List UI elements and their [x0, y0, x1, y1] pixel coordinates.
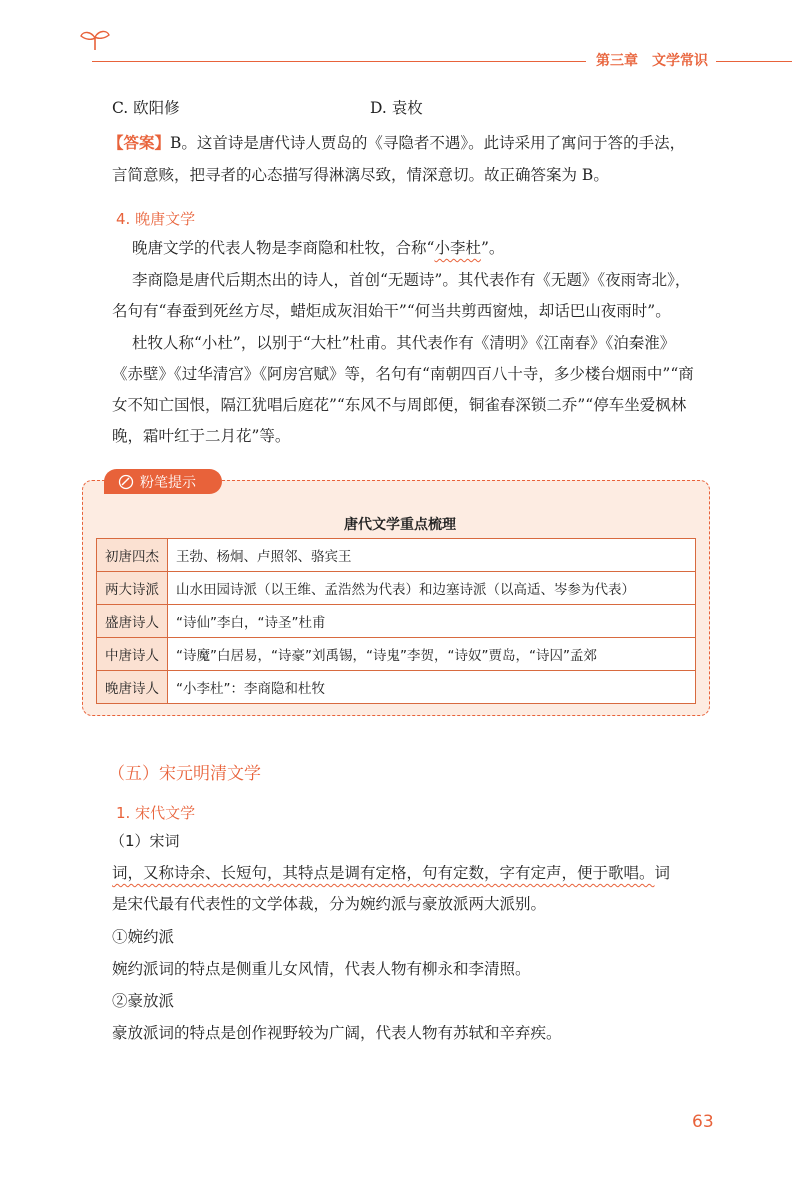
table-row [97, 539, 696, 572]
late-tang-p2-l2: 名句有“春蚕到死丝方尽，蜡炬成灰泪始干”“何当共剪西窗烛，却话巴山夜雨时”。 [112, 302, 671, 320]
song-p1-l1 [112, 866, 670, 882]
late-tang-p1 [132, 241, 504, 257]
table-value: “诗魔”白居易，“诗豪”刘禹锡，“诗鬼”李贺，“诗奴”贾岛，“诗囚”孟郊 [168, 638, 696, 671]
table-key: 盛唐诗人 [97, 605, 168, 638]
table-key: 晚唐诗人 [97, 671, 168, 704]
option-d: D. 袁枚 [370, 99, 423, 117]
section-title: （五）宋元明清文学 [108, 764, 261, 784]
answer-text-1: B。这首诗是唐代诗人贾岛的《寻隐者不遇》。此诗采用了寓问于答的手法， [170, 134, 686, 152]
page-number: 63 [692, 1112, 714, 1132]
header-rule-left [92, 61, 586, 62]
late-tang-p3-l3: 女不知亡国恨，隔江犹唱后庭花”“东风不与周郎便，铜雀春深锁二乔”“停车坐爱枫林 [112, 396, 687, 414]
table-value: “诗仙”李白，“诗圣”杜甫 [168, 605, 696, 638]
song-sub1: （1）宋词 [110, 832, 180, 850]
answer-line-2: 言简意赅，把寻者的心态描写得淋漓尽致，情深意切。故正确答案为 B。 [112, 166, 609, 184]
chapter-title: 第三章 文学常识 [596, 53, 708, 69]
late-tang-p2-l1: 李商隐是唐代后期杰出的诗人，首创“无题诗”。其代表作有《无题》《夜雨寄北》， [132, 271, 691, 289]
table-key: 两大诗派 [97, 572, 168, 605]
table-row [97, 638, 696, 671]
heading-song: 1. 宋代文学 [116, 804, 196, 822]
tip-tab [104, 469, 222, 494]
haofang-title: ②豪放派 [112, 992, 175, 1010]
header-rule-right [716, 61, 792, 62]
late-tang-p3-l2: 《赤壁》《过华清宫》《阿房宫赋》等，名句有“南朝四百八十寺，多少楼台烟雨中”“商 [112, 365, 694, 383]
tip-tab-label: 粉笔提示 [140, 474, 196, 491]
answer-label: 【答案】 [108, 134, 171, 152]
table-value: 王勃、杨炯、卢照邻、骆宾王 [168, 539, 696, 572]
late-tang-p1-pre: 晚唐文学的代表人物是李商隐和杜牧，合称“ [132, 239, 435, 257]
answer-line-1 [108, 136, 685, 152]
heading-late-tang: 4. 晚唐文学 [116, 210, 196, 228]
wanyue-title: ①婉约派 [112, 928, 175, 946]
chalk-icon [118, 474, 134, 490]
haofang-text: 豪放派词的特点是创作视野较为广阔，代表人物有苏轼和辛弃疾。 [112, 1024, 562, 1042]
sprout-icon [78, 28, 112, 52]
table-row [97, 572, 696, 605]
tip-caption: 唐代文学重点梳理 [344, 517, 456, 533]
table-value: 山水田园诗派（以王维、孟浩然为代表）和边塞诗派（以高适、岑参为代表） [168, 572, 696, 605]
late-tang-p1-mark: 小李杜 [434, 239, 481, 257]
table-row [97, 605, 696, 638]
option-c: C. 欧阳修 [112, 99, 180, 117]
song-p1-mark: 词，又称诗余、长短句，其特点是调有定格，句有定数，字有定声，便于歌唱。 [112, 864, 655, 882]
table-value: “小李杜”：李商隐和杜牧 [168, 671, 696, 704]
song-p1-l2: 是宋代最有代表性的文学体裁，分为婉约派与豪放派两大派别。 [112, 895, 547, 913]
wanyue-text: 婉约派词的特点是侧重儿女风情，代表人物有柳永和李清照。 [112, 960, 531, 978]
tang-summary-table [96, 538, 696, 704]
song-p1-post: 词 [654, 864, 671, 882]
table-key: 中唐诗人 [97, 638, 168, 671]
table-key: 初唐四杰 [97, 539, 168, 572]
late-tang-p3-l4: 晚，霜叶红于二月花”等。 [112, 427, 291, 445]
late-tang-p3-l1: 杜牧人称“小杜”，以别于“大杜”杜甫。其代表作有《清明》《江南春》《泊秦淮》 [132, 334, 676, 352]
table-row [97, 671, 696, 704]
late-tang-p1-post: ”。 [480, 239, 505, 257]
